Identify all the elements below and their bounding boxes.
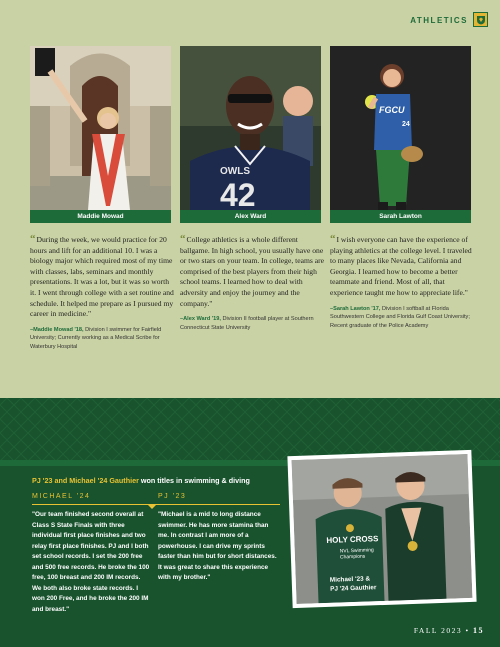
photo-caption: [330, 574, 377, 594]
michael-label: MICHAEL '24: [32, 493, 91, 500]
quote-alex: [180, 234, 326, 332]
feature-headline: [32, 476, 250, 485]
quote-text: I wish everyone can have the experience of playing athletics at the college level. I traveled to many places like Nevada, California and Georgia. I learned how to become a better teammate and friend. Most of all, that experience taught me how to appreciate life.": [330, 235, 472, 297]
caption-sarah: Sarah Lawton: [330, 210, 471, 223]
quote-maddie: [30, 234, 176, 351]
sarah-lawton-photo: [330, 46, 471, 210]
attribution: [330, 305, 476, 331]
section-label: ATHLETICS: [410, 16, 468, 25]
shirt-text: NVL Swimming: [339, 547, 374, 555]
quote-mark-icon: “: [330, 233, 336, 245]
quote-text: During the week, we would practice for 20 hours and lift for an additional 10. I was a biology major which required most of my time with classes, labs, seminars and monthly presentations. It was a lot, but it was so worth it. I went through college with a set routine and schedule. It helped me prepare as I pursued my career in medicine.": [30, 235, 174, 319]
alex-ward-photo: [180, 46, 321, 210]
quote-mark-icon: “: [180, 233, 186, 245]
gauthier-brothers-photo: [287, 450, 476, 608]
michael-quote: "Our team finished second overall at Class S State Finals with three individual first place finishes and two relay first place finishes. PJ and I both set school records. I set the 200 free and 500 free records. He broke the 100 free, 100 breast and 200 IM records. We both also broke state records. I won 200 Free, and he broke the 200 IM and breast.": [32, 511, 150, 613]
jersey-text-owls: OWLS: [220, 166, 250, 177]
pj-quote: "Michael is a mid to long distance swimmer. He has more stamina than me. In contrast I am more of a powerhouse. I can drive my sprints faster than him but for short distances. It was great to share this experience with my brother.": [158, 511, 277, 581]
pj-label: PJ '23: [158, 493, 187, 500]
attribution: [30, 326, 176, 352]
photo-caption-line: Michael '23 &: [329, 575, 371, 584]
attribution-name: –Sarah Lawton '17,: [330, 305, 381, 312]
jersey-text-fgcu: FGCU: [379, 105, 405, 115]
shirt-text: Champions: [339, 553, 366, 561]
attribution-detail: Division I softball at Florida Southwestern College and Florida Gulf Coast University; Recent graduate of the Police Academy: [330, 305, 470, 329]
jersey-number: 42: [220, 177, 256, 210]
quote-text: College athletics is a whole different ballgame. In high school, you usually have one or two stars on your team. In college, teams are comprised of the best players from their high school teams. I learned how to deal with adversity and enjoy the journey and the company.": [180, 235, 325, 308]
attribution-name: –Alex Ward '19,: [180, 316, 221, 323]
attribution-detail: Division II football player at Southern Connecticut State University: [180, 316, 314, 331]
maddie-mowad-photo: [30, 46, 171, 210]
attribution-detail: Division I swimmer for Fairfield University; Currently working as a Medical Scribe for Waterbury Hospital: [30, 326, 162, 350]
crest-icon: [473, 12, 488, 27]
feature-section: [0, 398, 500, 647]
page-footer: [414, 626, 484, 635]
footer-bullet: •: [465, 626, 470, 635]
headline-rest: won titles in swimming & diving: [138, 476, 250, 485]
headline-names: PJ '23 and Michael '24 Gauthier: [32, 476, 139, 485]
shirt-text: HOLY CROSS: [326, 534, 379, 545]
divider-pointer-icon: [147, 504, 157, 509]
caption-maddie: Maddie Mowad: [30, 210, 171, 223]
attribution-name: –Maddie Mowad '18,: [30, 326, 84, 333]
quote-mark-icon: “: [30, 233, 36, 245]
attribution: [180, 315, 326, 332]
quote-sarah: [330, 234, 476, 330]
page-number: 15: [473, 626, 484, 635]
footer-season: FALL 2023: [413, 626, 463, 635]
jersey-number-sarah: 24: [402, 121, 410, 128]
photo-caption-line: PJ '24 Gauthier: [330, 584, 377, 593]
caption-alex: Alex Ward: [180, 210, 321, 223]
